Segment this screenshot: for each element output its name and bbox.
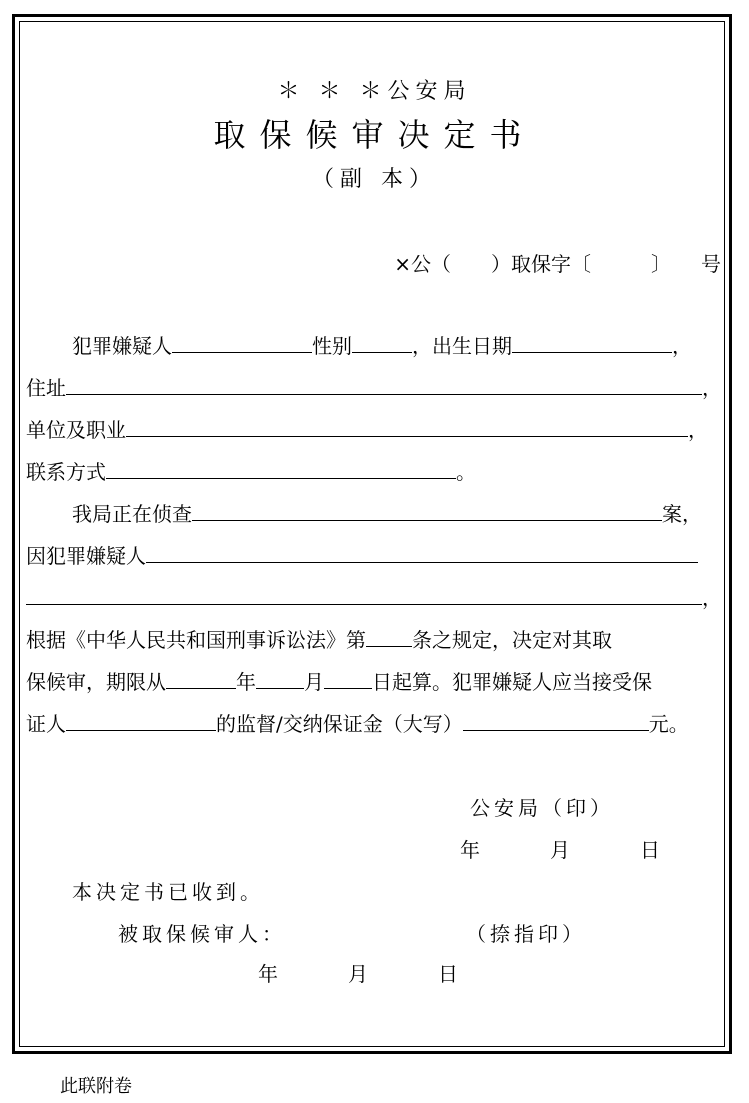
document-number: ×公（ ）取保字〔 〕 号 — [394, 252, 721, 276]
start-year-field[interactable] — [166, 668, 236, 689]
guarantor-row — [26, 710, 689, 738]
address-field[interactable] — [66, 374, 702, 395]
recipient-date: 年 月 日 — [258, 962, 468, 986]
year-label: 年 — [236, 670, 256, 694]
case-field[interactable] — [192, 500, 662, 521]
contact-row — [26, 458, 476, 486]
gender-field[interactable] — [352, 332, 412, 353]
contact-label: 联系方式 — [26, 460, 106, 484]
issue-date: 年 月 日 — [460, 838, 670, 862]
address-row — [26, 374, 722, 402]
law-prefix: 根据《中华人民共和国刑事诉讼法》第 — [26, 628, 366, 652]
start-month-field[interactable] — [256, 668, 304, 689]
month-label: 月 — [304, 670, 324, 694]
fingerprint-label: （捺指印） — [466, 922, 586, 946]
employer-field[interactable] — [126, 416, 688, 437]
footnote: 此联附卷 — [60, 1076, 132, 1097]
employer-row — [26, 416, 708, 444]
case-intro: 我局正在侦查 — [72, 502, 192, 526]
bail-amount-field[interactable] — [463, 710, 649, 731]
law-article-field[interactable] — [366, 626, 412, 647]
row-comma: ， — [688, 418, 708, 442]
reason-field[interactable] — [146, 542, 698, 563]
guarantor-prefix: 证人 — [26, 712, 66, 736]
contact-field[interactable] — [106, 458, 456, 479]
recipient-label: 被取保候审人： — [118, 922, 286, 946]
reason-label: 因犯罪嫌疑人 — [26, 544, 146, 568]
address-label: 住址 — [26, 376, 66, 400]
suspect-row — [72, 332, 692, 360]
reason-continuation-field[interactable] — [26, 584, 702, 605]
period-prefix: 保候审，期限从 — [26, 670, 166, 694]
suspect-label: 犯罪嫌疑人 — [72, 334, 172, 358]
row-comma: ， — [702, 376, 722, 400]
law-row — [26, 626, 612, 654]
birth-date-field[interactable] — [512, 332, 672, 353]
day-start-text: 日起算。犯罪嫌疑人应当接受保 — [372, 670, 652, 694]
law-suffix: 条之规定，决定对其取 — [412, 628, 612, 652]
reason-row — [26, 542, 698, 570]
employer-label: 单位及职业 — [26, 418, 126, 442]
start-day-field[interactable] — [324, 668, 372, 689]
row-comma: ， — [702, 586, 722, 610]
currency-label: 元。 — [648, 712, 689, 736]
bureau-seal: 公安局（印） — [470, 796, 614, 820]
guarantor-mid: 的监督/交纳保证金（大写） — [216, 712, 463, 736]
document-title: 取保候审决定书 — [213, 116, 536, 154]
gender-label: 性别 — [312, 334, 352, 358]
case-suffix: 案， — [662, 502, 702, 526]
period-row — [26, 668, 652, 696]
received-text: 本决定书已收到。 — [72, 880, 264, 904]
reason-continuation-row — [26, 584, 722, 612]
birth-label: ，出生日期 — [412, 334, 512, 358]
agency-name: ＊ ＊ ＊公安局 — [277, 79, 472, 104]
copy-label: （副 本） — [312, 167, 437, 192]
guarantor-field[interactable] — [66, 710, 216, 731]
suspect-name-field[interactable] — [172, 332, 312, 353]
row-period: 。 — [456, 460, 476, 484]
case-row — [72, 500, 702, 528]
row-comma: ， — [672, 334, 692, 358]
